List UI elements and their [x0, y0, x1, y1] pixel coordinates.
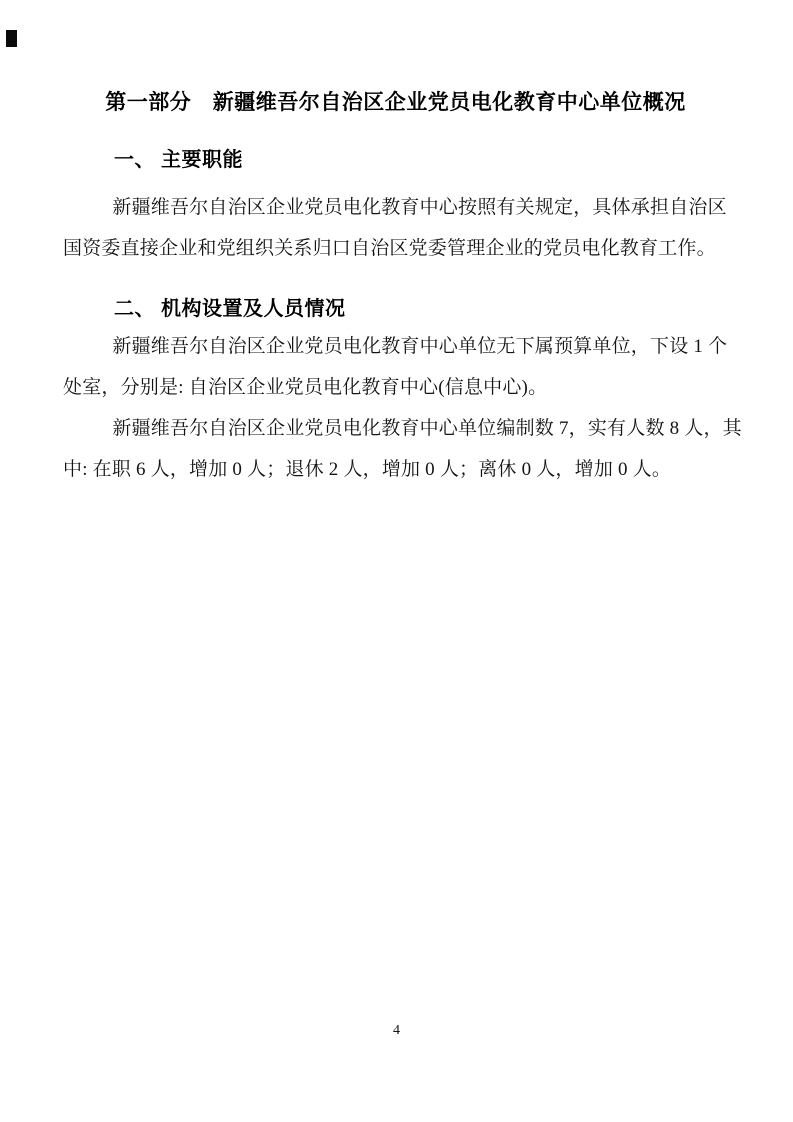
- paragraph: [63, 326, 728, 408]
- document-title: 第一部分 新疆维吾尔自治区企业党员电化教育中心单位概况: [105, 91, 686, 114]
- paragraph: [63, 408, 742, 490]
- paragraph-line: 国资委直接企业和党组织关系归口自治区党委管理企业的党员电化教育工作。: [63, 238, 716, 259]
- section-heading-main-functions: 一、 主要职能: [114, 149, 244, 171]
- section-heading-org-and-staff: 二、 机构设置及人员情况: [114, 298, 346, 320]
- document-content: [0, 88, 793, 490]
- paragraph-line: 新疆维吾尔自治区企业党员电化教育中心按照有关规定，具体承担自治区: [112, 197, 727, 218]
- paragraph-line: 新疆维吾尔自治区企业党员电化教育中心单位编制数 7，实有人数 8 人，其: [112, 418, 742, 439]
- paragraph-line: 新疆维吾尔自治区企业党员电化教育中心单位无下属预算单位，下设 1 个: [112, 336, 728, 357]
- paragraph: [63, 187, 728, 269]
- paragraph-line: 中: 在职 6 人，增加 0 人；退休 2 人，增加 0 人；离休 0 人，增加 0 人。: [63, 459, 672, 480]
- scan-artifact-mark: [6, 30, 17, 47]
- section-main-functions: [63, 147, 728, 269]
- paragraph-line: 处室，分别是: 自治区企业党员电化教育中心(信息中心)。: [63, 377, 548, 398]
- page-number: 4: [393, 1023, 400, 1038]
- section-org-and-staff: [63, 296, 742, 490]
